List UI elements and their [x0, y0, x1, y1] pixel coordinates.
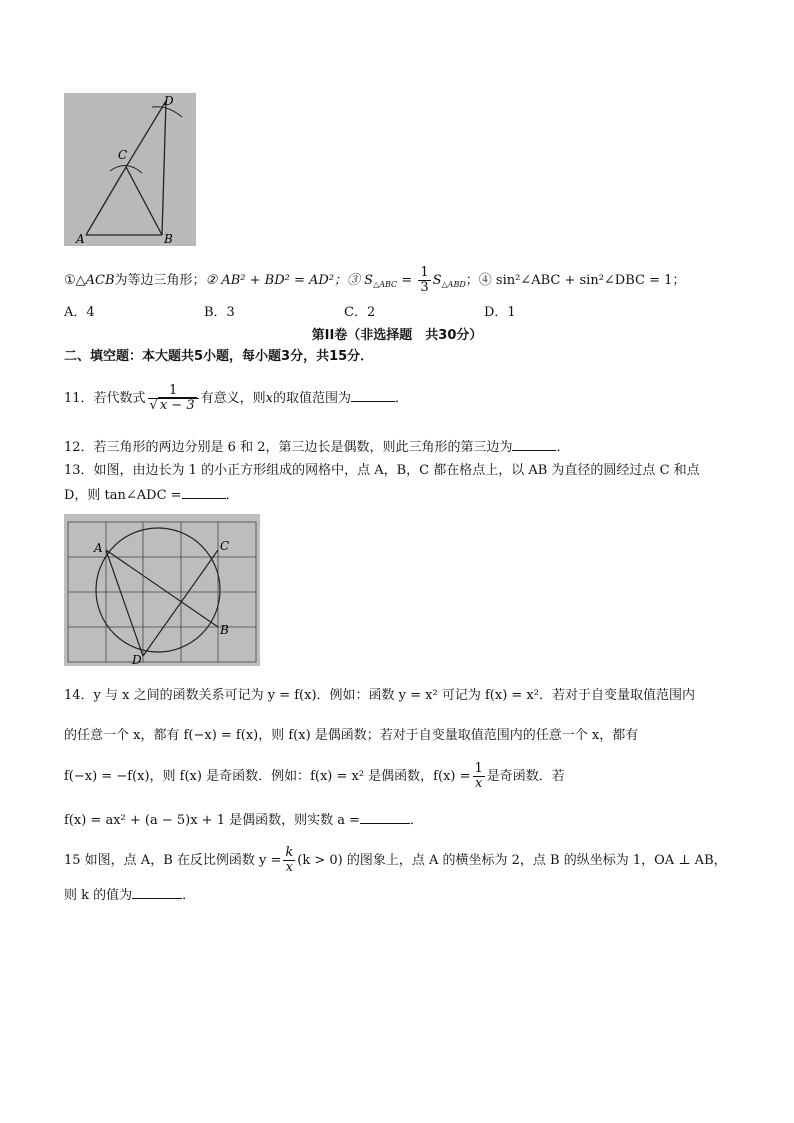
s1-prefix: ①△: [64, 273, 86, 288]
q11-frac-den-wrap: √ x − 3: [149, 398, 195, 413]
q11-prefix: 11．若代数式: [64, 391, 146, 406]
construction-svg: [64, 93, 196, 246]
q13-answer-blank[interactable]: [182, 486, 226, 499]
q11-suffix-a: 有意义，则: [200, 391, 266, 406]
q11-answer-blank[interactable]: [351, 389, 395, 402]
question-14-line4: [64, 811, 423, 830]
grid-label-a: A: [94, 541, 103, 555]
q12-end: ．: [556, 440, 570, 455]
q11-var: x: [265, 391, 273, 406]
grid-circle-svg: [64, 514, 260, 666]
q14-answer-blank[interactable]: [360, 811, 410, 824]
q13-end: ．: [225, 488, 239, 503]
option-d: D．1: [484, 305, 516, 320]
q11-frac-num: 1: [148, 384, 199, 399]
question-13-line2: [64, 486, 239, 505]
q14-frac-num: 1: [474, 761, 483, 776]
q14-line3-b: 是奇函数．若: [486, 769, 565, 784]
q15-fraction: [283, 846, 295, 875]
grid-label-d: D: [132, 653, 142, 666]
option-b: B．3: [204, 305, 235, 320]
s3-sub2: △ABD: [441, 280, 466, 289]
q15-line2-text: 则 k 的值为: [64, 888, 133, 903]
s3-eq: =: [397, 273, 417, 288]
q11-end: ．: [394, 391, 408, 406]
q14-line4-text: f(x) = ax² + (a − 5)x + 1 是偶函数，则实数 a =: [64, 813, 361, 828]
q15-frac-den: x: [285, 860, 293, 875]
q15-answer-blank[interactable]: [132, 886, 182, 899]
q12-answer-blank[interactable]: [512, 438, 556, 451]
figure-construction: [64, 93, 196, 246]
question-15-line1: [64, 846, 727, 875]
question-14-line1: 14．y 与 x 之间的函数关系可记为 y = f(x)．例如：函数 y = x² 可记为 f(x) = x²．若对于自变量取值范围内: [64, 688, 695, 703]
question-13-line1: 13．如图，由边长为 1 的小正方形组成的网格中，点 A，B，C 都在格点上，以 AB 为直径的圆经过点 C 和点: [64, 463, 700, 478]
q15-end: ．: [182, 888, 196, 903]
q11-frac-den: x − 3: [159, 398, 195, 413]
s1-suffix: 为等边三角形；: [114, 273, 206, 288]
s3-sub1: △ABC: [373, 280, 398, 289]
q11-fraction: [148, 384, 199, 413]
q14-frac-den: x: [474, 776, 483, 791]
option-a: A．4: [64, 305, 95, 320]
q15-frac-num: k: [285, 845, 294, 860]
q15-line1-a: 15 如图，点 A，B 在反比例函数 y =: [64, 853, 282, 868]
q12-text: 12．若三角形的两边分别是 6 和 2，第三边长是偶数，则此三角形的第三边为: [64, 440, 513, 455]
question-15-line2: [64, 886, 195, 905]
s3-end: ；: [465, 273, 479, 288]
figure-grid-circle: [64, 514, 260, 666]
q14-line3-a: f(−x) = −f(x)，则 f(x) 是奇函数．例如：f(x) = x² 是偶函数，f(x) =: [64, 769, 471, 784]
label-c: C: [118, 148, 128, 162]
question-11: [64, 384, 408, 413]
fill-in-heading: 二、填空题：本大题共5小题，每小题3分，共15分．: [64, 349, 374, 364]
label-d: D: [164, 94, 174, 108]
s3-fraction: [418, 266, 430, 295]
q13-line2-text: D，则 tan∠ADC =: [64, 488, 182, 503]
section-title: 第II卷（非选择题 共30分）: [311, 328, 483, 343]
option-c: C．2: [344, 305, 376, 320]
statements-line: [64, 266, 685, 295]
grid-label-c: C: [220, 539, 230, 553]
s3-frac-num: 1: [420, 265, 429, 280]
grid-label-b: B: [220, 623, 229, 637]
q15-line1-b: (k > 0) 的图象上，点 A 的横坐标为 2，点 B 的纵坐标为 1，OA ⊥ AB，: [297, 853, 727, 868]
q14-end: ．: [410, 813, 424, 828]
s3-prefix: ③ S: [347, 273, 374, 288]
q11-suffix-b: 的取值范围为: [272, 391, 351, 406]
s2: ② AB² + BD² = AD²；: [205, 273, 348, 288]
s3-s2: S: [432, 273, 442, 288]
label-b: B: [164, 232, 173, 246]
q14-fraction: [473, 762, 485, 791]
s1-triangle: ACB: [85, 273, 115, 288]
question-14-line2: 的任意一个 x，都有 f(−x) = f(x)，则 f(x) 是偶函数；若对于自变量取值范围内的任意一个 x，都有: [64, 728, 639, 743]
s4: ④ sin²∠ABC + sin²∠DBC = 1；: [478, 273, 686, 288]
label-a: A: [76, 232, 85, 246]
question-14-line3: [64, 762, 565, 791]
question-12: [64, 438, 570, 457]
s3-frac-den: 3: [420, 280, 429, 295]
